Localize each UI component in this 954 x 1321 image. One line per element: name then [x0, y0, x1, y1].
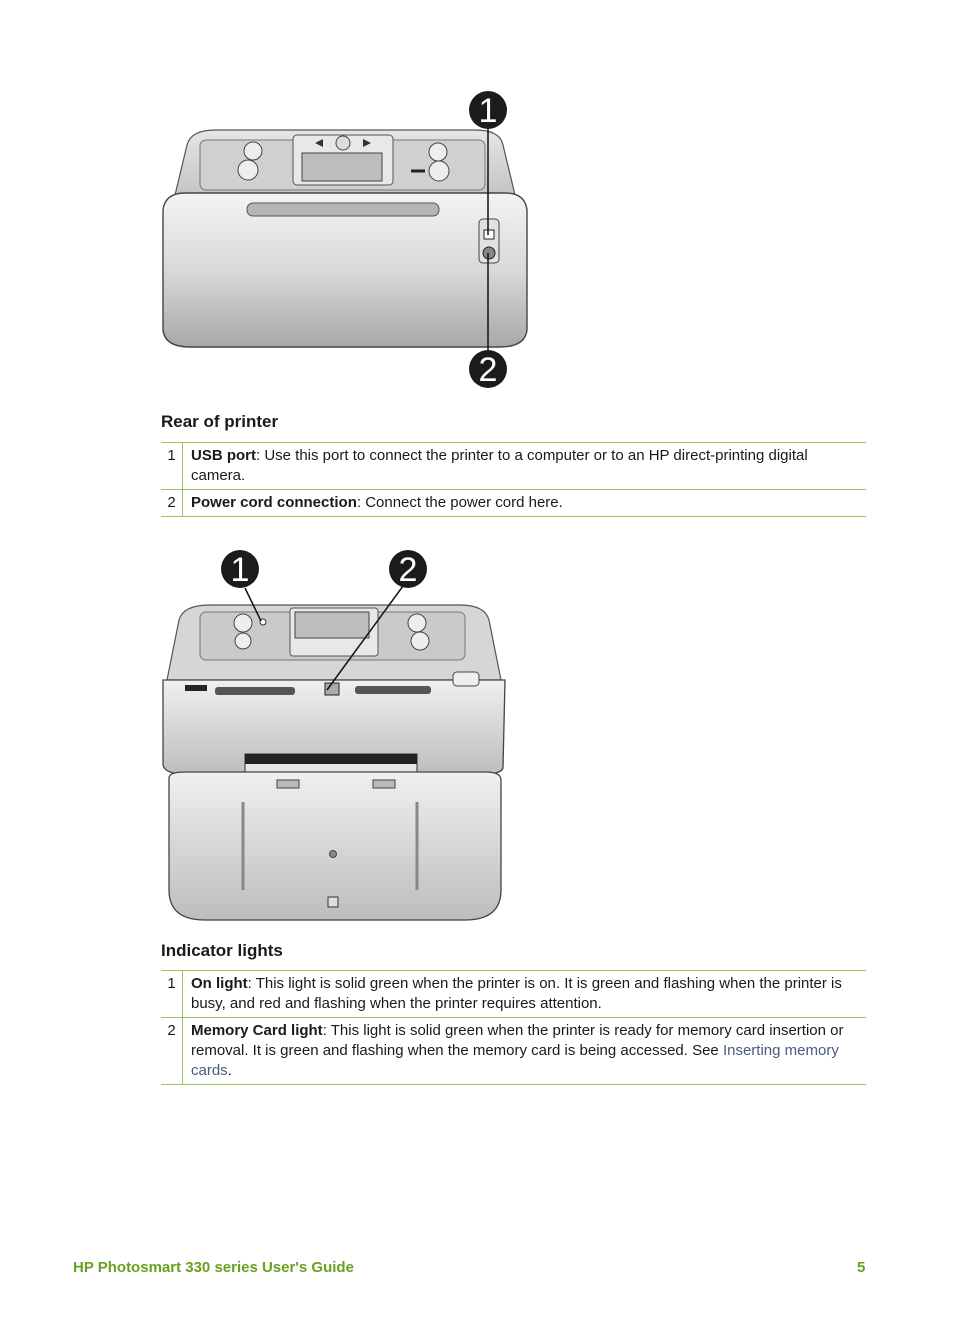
- row-term: Memory Card light: [191, 1022, 323, 1039]
- callout-2-label: 2: [398, 551, 418, 589]
- indicator-lights-illustration: [155, 540, 515, 930]
- row-description: [183, 490, 867, 517]
- row-number: 1: [161, 443, 183, 490]
- table-row: [161, 971, 866, 1018]
- row-text: : This light is solid green when the printer is ready for memory card insertion or removal. It is green and flashing when the memory card is being accessed. See: [191, 1022, 844, 1059]
- row-term: Power cord connection: [191, 494, 357, 511]
- indicator-legend-table: [161, 970, 866, 1085]
- row-text: : Connect the power cord here.: [356, 494, 563, 511]
- row-text-tail: .: [227, 1062, 232, 1079]
- row-text: : This light is solid green when the printer is on. It is green and flashing when the printer is busy, and red and flashing when the printer requires attention.: [191, 975, 842, 1012]
- row-description: [183, 971, 867, 1018]
- row-number: 2: [161, 490, 183, 517]
- callout-2-label: 2: [478, 351, 498, 389]
- section-title-rear: Rear of printer: [161, 412, 279, 431]
- table-row: [161, 443, 866, 490]
- callout-1-label: 1: [478, 92, 498, 130]
- footer-page-number: 5: [857, 1259, 866, 1276]
- rear-of-printer-illustration: [155, 85, 535, 395]
- footer-guide-title: HP Photosmart 330 series User's Guide: [73, 1259, 354, 1276]
- rear-legend-table: [161, 442, 866, 517]
- table-row: [161, 1018, 866, 1085]
- row-description: [183, 1018, 867, 1085]
- row-term: On light: [191, 975, 248, 992]
- callout-1-label: 1: [230, 551, 250, 589]
- row-number: 1: [161, 971, 183, 1018]
- table-row: [161, 490, 866, 517]
- row-description: [183, 443, 867, 490]
- row-text: : Use this port to connect the printer to a computer or to an HP direct-printing digital camera.: [191, 447, 808, 484]
- section-title-indicator-lights: Indicator lights: [161, 941, 283, 960]
- row-number: 2: [161, 1018, 183, 1085]
- row-term: USB port: [191, 447, 256, 464]
- inserting-memory-cards-link[interactable]: Inserting memory cards: [191, 1042, 839, 1079]
